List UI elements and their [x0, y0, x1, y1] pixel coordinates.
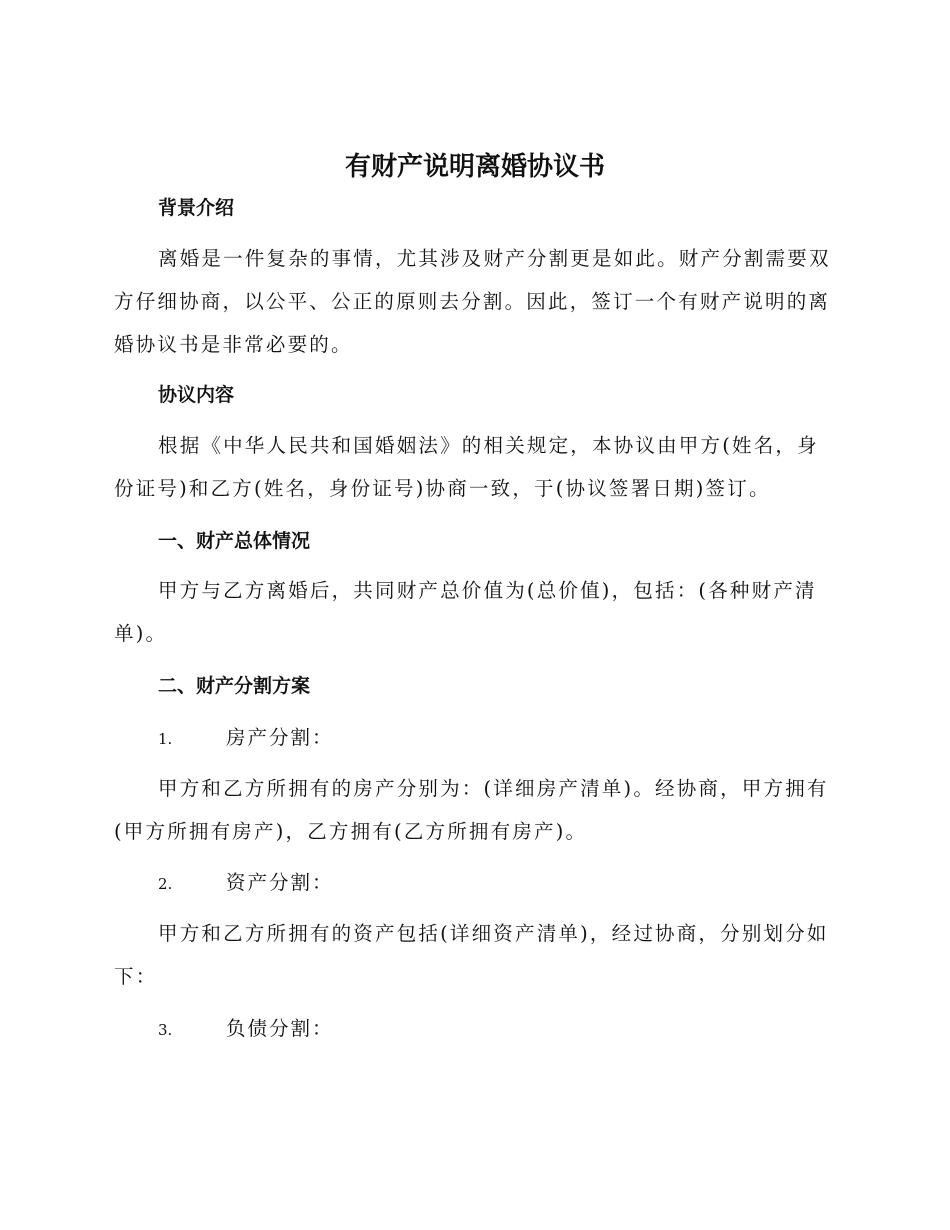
list-number: 3.	[158, 1021, 173, 1039]
overview-paragraph: 甲方与乙方离婚后，共同财产总价值为(总价值)，包括：(各种财产清单)。	[114, 579, 817, 645]
list-label: 负债分割：	[226, 1017, 334, 1040]
list-item-debts	[158, 1015, 334, 1044]
list-item-property	[158, 724, 334, 753]
list-number: 1.	[158, 730, 173, 748]
document-title: 有财产说明离婚协议书	[344, 152, 605, 182]
overview-heading: 一、财产总体情况	[158, 530, 311, 552]
list-label: 房产分割：	[226, 726, 334, 749]
list-label: 资产分割：	[226, 871, 334, 894]
agreement-paragraph: 根据《中华人民共和国婚姻法》的相关规定，本协议由甲方(姓名，身份证号)和乙方(姓名，身份证号)协商一致，于(协议签署日期)签订。	[114, 434, 819, 500]
list-number: 2.	[158, 875, 173, 893]
assets-paragraph: 甲方和乙方所拥有的资产包括(详细资产清单)，经过协商，分别划分如下：	[114, 922, 829, 988]
agreement-heading: 协议内容	[158, 384, 235, 406]
background-heading: 背景介绍	[158, 197, 235, 219]
division-heading: 二、财产分割方案	[158, 675, 311, 697]
list-item-assets	[158, 869, 334, 898]
background-paragraph: 离婚是一件复杂的事情，尤其涉及财产分割更是如此。财产分割需要双方仔细协商，以公平、公正的原则去分割。因此，签订一个有财产说明的离婚协议书是非常必要的。	[114, 247, 831, 356]
property-paragraph: 甲方和乙方所拥有的房产分别为：(详细房产清单)。经协商，甲方拥有(甲方所拥有房产)，乙方拥有(乙方所拥有房产)。	[114, 777, 829, 843]
